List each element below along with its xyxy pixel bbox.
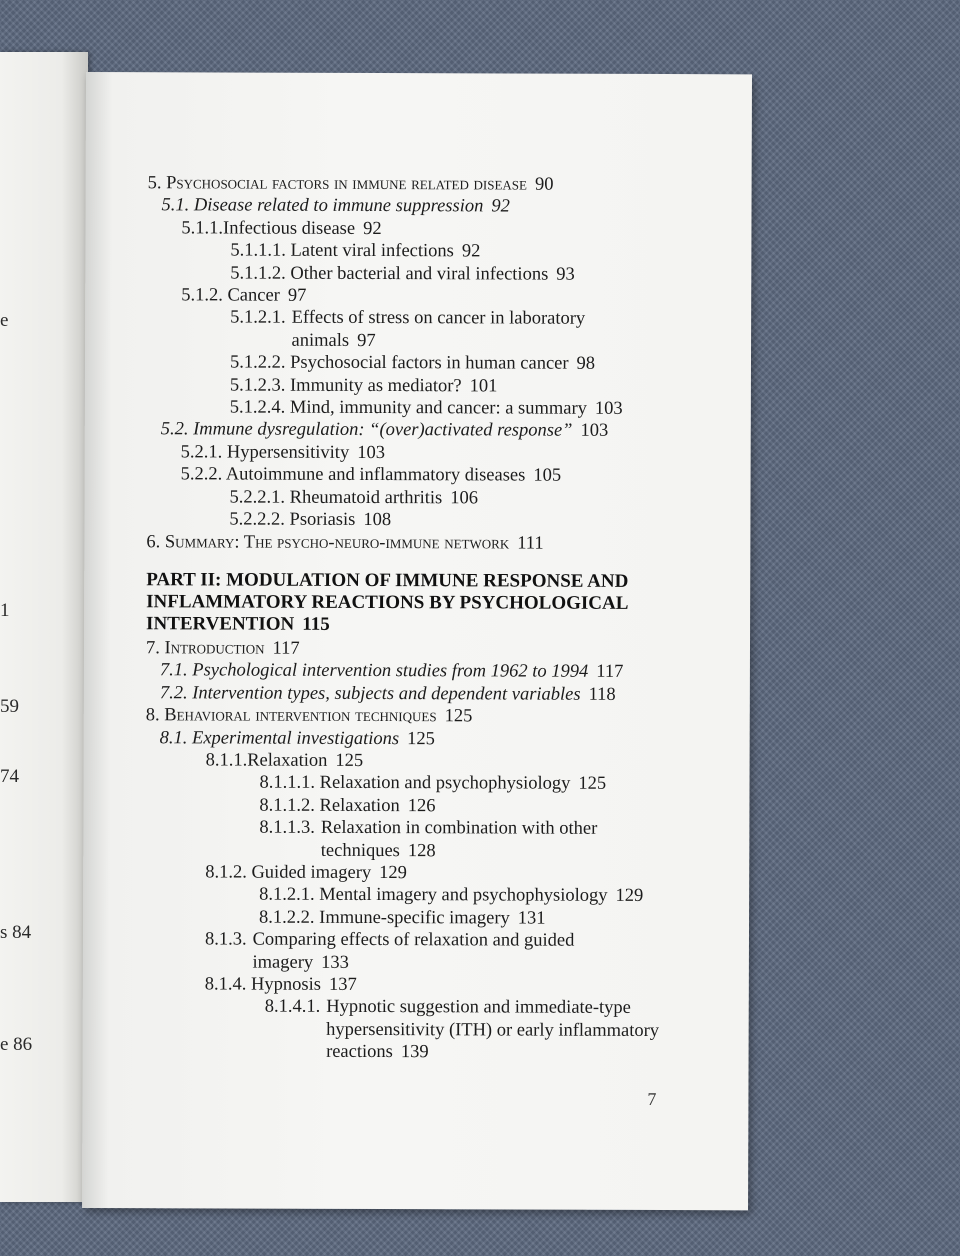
left-page-edge — [0, 52, 88, 1202]
left-page-fragment: e — [0, 310, 9, 331]
toc-entry: 5.1.2.1. Effects of stress on cancer in laboratory animals 97 — [230, 307, 586, 351]
toc-entry: 5.1.2. Cancer 97 — [181, 285, 307, 306]
toc-entry: 5.2.1. Hypersensitivity 103 — [180, 442, 386, 463]
toc-entry: 8.1.2.2. Immune-specific imagery 131 — [259, 907, 546, 929]
toc-entry: 8.1.1.3. Relaxation in combination with other techniques 128 — [259, 817, 598, 861]
toc-entry: 5.2.2.1. Rheumatoid arthritis 106 — [229, 487, 479, 509]
toc-entry: 6. Summary: The psycho-neuro-immune network 111 — [146, 531, 544, 554]
toc-entry: 7.2. Intervention types, subjects and dependent variables 118 — [159, 682, 616, 705]
book-page — [82, 72, 752, 1210]
toc-entry: 5.1.1.Infectious disease 92 — [181, 218, 382, 239]
toc-entry: 8.1.2. Guided imagery 129 — [205, 862, 407, 884]
toc-entry: 8.1.1.2. Relaxation 126 — [259, 795, 436, 816]
toc-entry: 5. Psychosocial factors in immune related disease 90 — [147, 173, 554, 195]
toc-entry: 5.1. Disease related to immune suppression 92 — [161, 195, 510, 217]
left-page-fragment: s 84 — [0, 922, 32, 943]
toc-entry: 8.1.4.1. Hypnotic suggestion and immediate-type hypersensitivity (ITH) or early inflammatory reactions 139 — [264, 997, 660, 1063]
toc-entry: 5.2.2. Autoimmune and inflammatory diseases 105 — [180, 464, 562, 486]
part-heading: PART II: MODULATION OF IMMUNE RESPONSE AND INFLAMMATORY REACTIONS BY PSYCHOLOGICAL INTERVENTION 115 — [146, 569, 629, 635]
toc-entry: 5.1.2.2. Psychosocial factors in human cancer 98 — [229, 352, 596, 375]
toc-entry: 5.2. Immune dysregulation: “(over)activated response” 103 — [160, 419, 609, 442]
table-of-contents — [145, 172, 722, 1065]
toc-entry: 8.1.1.Relaxation 125 — [205, 750, 364, 771]
toc-entry: 5.1.1.1. Latent viral infections 92 — [230, 240, 481, 262]
toc-entry: 8.1. Experimental investigations 125 — [159, 727, 435, 749]
toc-entry: 8.1.2.1. Mental imagery and psychophysiology 129 — [259, 884, 644, 907]
toc-entry: 8.1.4. Hypnosis 137 — [204, 974, 357, 995]
toc-entry: 7. Introduction 117 — [145, 638, 300, 659]
toc-entry: 5.2.2.2. Psoriasis 108 — [229, 509, 392, 531]
left-page-fragment: 59 — [0, 696, 19, 717]
toc-entry: 5.1.2.3. Immunity as mediator? 101 — [229, 375, 498, 397]
toc-entry: 8.1.1.1. Relaxation and psychophysiology 125 — [259, 772, 607, 795]
toc-entry: 8. Behavioral intervention techniques 125 — [145, 705, 473, 727]
toc-entry: 7.1. Psychological intervention studies from 1962 to 1994 117 — [159, 660, 624, 683]
toc-entry: 8.1.3. Comparing effects of relaxation and guided imagery 133 — [204, 929, 575, 973]
toc-entry: 5.1.1.2. Other bacterial and viral infections 93 — [230, 263, 575, 285]
toc-entry: 5.1.2.4. Mind, immunity and cancer: a summary 103 — [229, 397, 623, 419]
left-page-fragment: 1 — [0, 600, 10, 621]
page-number: 7 — [647, 1088, 657, 1109]
left-page-fragment: 74 — [0, 766, 19, 787]
left-page-fragment: e 86 — [0, 1034, 33, 1055]
